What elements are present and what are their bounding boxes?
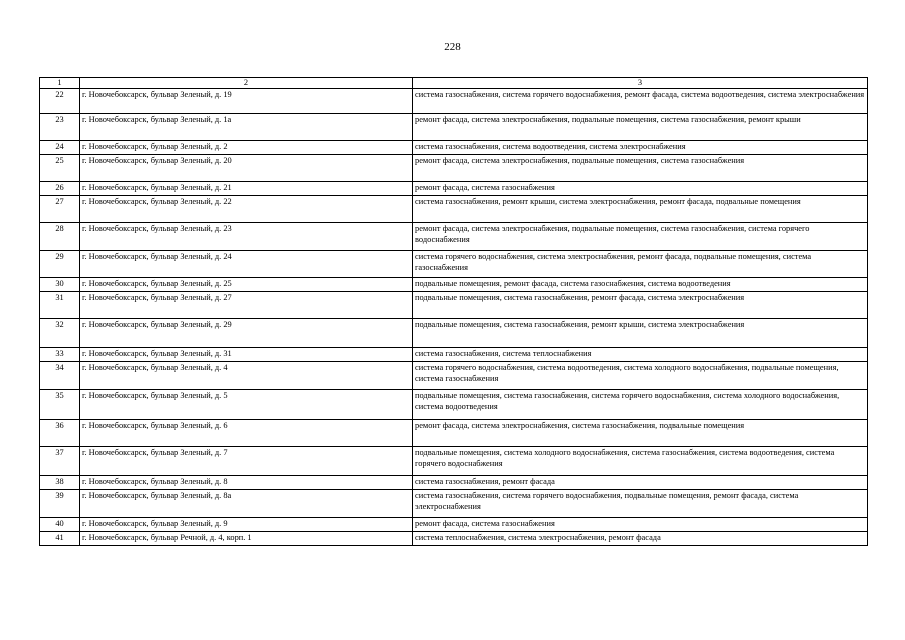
- row-systems: система газоснабжения, система теплоснабжения: [413, 348, 868, 362]
- row-number: 26: [40, 182, 80, 196]
- row-address: г. Новочебоксарск, бульвар Зеленый, д. 19: [80, 89, 413, 114]
- row-systems: ремонт фасада, система газоснабжения: [413, 182, 868, 196]
- row-address: г. Новочебоксарск, бульвар Зеленый, д. 21: [80, 182, 413, 196]
- row-systems: подвальные помещения, ремонт фасада, система газоснабжения, система водоотведения: [413, 278, 868, 292]
- row-address: г. Новочебоксарск, бульвар Зеленый, д. 25: [80, 278, 413, 292]
- table-row: [40, 182, 868, 196]
- row-address: г. Новочебоксарск, бульвар Зеленый, д. 2: [80, 141, 413, 155]
- row-systems: система газоснабжения, система горячего водоснабжения, подвальные помещения, ремонт фасада, система электроснабжения: [413, 490, 868, 518]
- row-systems: система газоснабжения, ремонт крыши, система электроснабжения, ремонт фасада, подвальные помещения: [413, 196, 868, 223]
- row-number: 31: [40, 292, 80, 319]
- table-row: [40, 420, 868, 447]
- row-systems: система горячего водоснабжения, система электроснабжения, ремонт фасада, подвальные помещения, система газоснабжения: [413, 251, 868, 278]
- row-address: г. Новочебоксарск, бульвар Зеленый, д. 7: [80, 447, 413, 476]
- table-row: [40, 532, 868, 546]
- row-number: 22: [40, 89, 80, 114]
- row-address: г. Новочебоксарск, бульвар Зеленый, д. 6: [80, 420, 413, 447]
- row-systems: подвальные помещения, система газоснабжения, система горячего водоснабжения, система холодного водоснабжения, система водоотведения: [413, 390, 868, 420]
- column-header-3: 3: [413, 78, 868, 89]
- table-row: [40, 348, 868, 362]
- table-row: [40, 390, 868, 420]
- row-systems: подвальные помещения, система газоснабжения, ремонт фасада, система электроснабжения: [413, 292, 868, 319]
- row-number: 37: [40, 447, 80, 476]
- table-row: [40, 114, 868, 141]
- row-address: г. Новочебоксарск, бульвар Зеленый, д. 24: [80, 251, 413, 278]
- row-number: 29: [40, 251, 80, 278]
- table-row: [40, 476, 868, 490]
- row-systems: ремонт фасада, система электроснабжения, подвальные помещения, система газоснабжения: [413, 155, 868, 182]
- row-address: г. Новочебоксарск, бульвар Зеленый, д. 29: [80, 319, 413, 348]
- row-number: 25: [40, 155, 80, 182]
- row-address: г. Новочебоксарск, бульвар Зеленый, д. 22: [80, 196, 413, 223]
- table-row: [40, 278, 868, 292]
- table-row: [40, 141, 868, 155]
- row-address: г. Новочебоксарск, бульвар Зеленый, д. 5: [80, 390, 413, 420]
- row-systems: ремонт фасада, система электроснабжения, подвальные помещения, система газоснабжения, система горячего водоснабжения: [413, 223, 868, 251]
- row-number: 27: [40, 196, 80, 223]
- row-address: г. Новочебоксарск, бульвар Зеленый, д. 27: [80, 292, 413, 319]
- row-number: 40: [40, 518, 80, 532]
- row-systems: ремонт фасада, система электроснабжения, система газоснабжения, подвальные помещения: [413, 420, 868, 447]
- table-row: [40, 518, 868, 532]
- table-row: [40, 319, 868, 348]
- row-number: 24: [40, 141, 80, 155]
- row-number: 23: [40, 114, 80, 141]
- table-row: [40, 362, 868, 390]
- table-row: [40, 89, 868, 114]
- row-address: г. Новочебоксарск, бульвар Зеленый, д. 9: [80, 518, 413, 532]
- row-number: 32: [40, 319, 80, 348]
- row-systems: ремонт фасада, система электроснабжения, подвальные помещения, система газоснабжения, ремонт крыши: [413, 114, 868, 141]
- row-number: 38: [40, 476, 80, 490]
- row-number: 34: [40, 362, 80, 390]
- table-row: [40, 490, 868, 518]
- row-systems: система горячего водоснабжения, система водоотведения, система холодного водоснабжения, подвальные помещения, система газоснабжения: [413, 362, 868, 390]
- row-number: 39: [40, 490, 80, 518]
- row-systems: система газоснабжения, система горячего водоснабжения, ремонт фасада, система водоотведения, система электроснабжения: [413, 89, 868, 114]
- table-row: [40, 223, 868, 251]
- table-row: [40, 196, 868, 223]
- row-address: г. Новочебоксарск, бульвар Зеленый, д. 8: [80, 476, 413, 490]
- row-number: 33: [40, 348, 80, 362]
- registry-table: [39, 77, 868, 546]
- row-number: 30: [40, 278, 80, 292]
- row-systems: ремонт фасада, система газоснабжения: [413, 518, 868, 532]
- table-header-row: [40, 78, 868, 89]
- row-number: 28: [40, 223, 80, 251]
- table-row: [40, 447, 868, 476]
- column-header-2: 2: [80, 78, 413, 89]
- row-address: г. Новочебоксарск, бульвар Зеленый, д. 20: [80, 155, 413, 182]
- table-row: [40, 292, 868, 319]
- table-row: [40, 251, 868, 278]
- row-systems: подвальные помещения, система газоснабжения, ремонт крыши, система электроснабжения: [413, 319, 868, 348]
- table-row: [40, 155, 868, 182]
- row-address: г. Новочебоксарск, бульвар Зеленый, д. 1а: [80, 114, 413, 141]
- row-address: г. Новочебоксарск, бульвар Зеленый, д. 4: [80, 362, 413, 390]
- row-systems: подвальные помещения, система холодного водоснабжения, система газоснабжения, система водоотведения, система горячего водоснабжения: [413, 447, 868, 476]
- row-systems: система теплоснабжения, система электроснабжения, ремонт фасада: [413, 532, 868, 546]
- row-number: 36: [40, 420, 80, 447]
- row-address: г. Новочебоксарск, бульвар Зеленый, д. 8а: [80, 490, 413, 518]
- row-systems: система газоснабжения, ремонт фасада: [413, 476, 868, 490]
- row-systems: система газоснабжения, система водоотведения, система электроснабжения: [413, 141, 868, 155]
- row-number: 35: [40, 390, 80, 420]
- row-address: г. Новочебоксарск, бульвар Зеленый, д. 31: [80, 348, 413, 362]
- row-address: г. Новочебоксарск, бульвар Речной, д. 4, корп. 1: [80, 532, 413, 546]
- row-number: 41: [40, 532, 80, 546]
- page-number: 228: [444, 41, 461, 53]
- row-address: г. Новочебоксарск, бульвар Зеленый, д. 23: [80, 223, 413, 251]
- column-header-1: 1: [40, 78, 80, 89]
